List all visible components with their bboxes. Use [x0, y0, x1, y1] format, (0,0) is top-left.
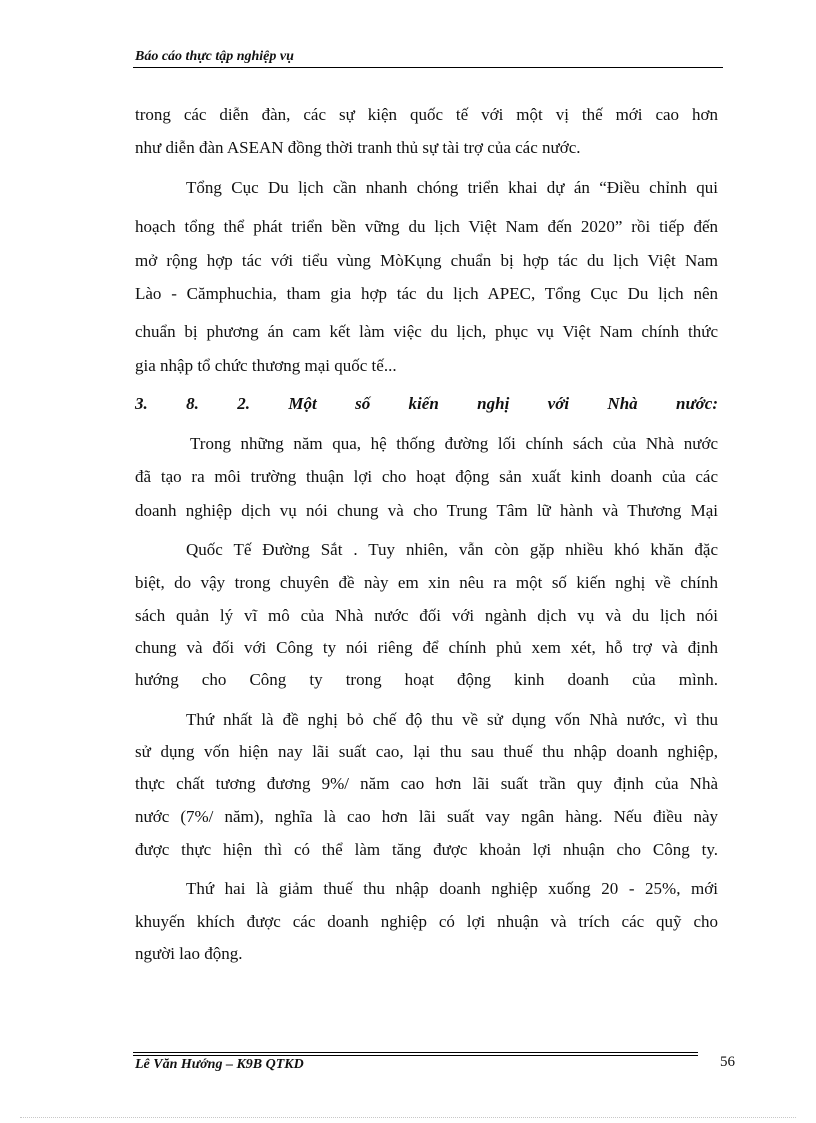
text-line: Tổng Cục Du lịch cần nhanh chóng triển khai dự án “Điều chỉnh qui: [186, 178, 718, 197]
text-line: khuyến khích được các doanh nghiệp có lợi nhuận và trích các quỹ cho: [135, 912, 718, 931]
page-number: 56: [720, 1054, 735, 1070]
text-line: mở rộng hợp tác với tiểu vùng MòKụng chuẩn bị hợp tác du lịch Việt Nam: [135, 251, 718, 270]
footer-rule-top: [133, 1052, 698, 1053]
running-header: Báo cáo thực tập nghiệp vụ: [135, 49, 294, 64]
text-line: sách quản lý vĩ mô của Nhà nước đối với ngành dịch vụ và du lịch nói: [135, 606, 718, 625]
text-line: hoạch tổng thể phát triển bền vững du lịch Việt Nam đến 2020” rồi tiếp đến: [135, 217, 718, 236]
header-rule: [133, 67, 723, 68]
text-line: Quốc Tế Đường Sắt . Tuy nhiên, vẫn còn gặp nhiều khó khăn đặc: [186, 540, 718, 559]
text-line: đã tạo ra môi trường thuận lợi cho hoạt động sản xuất kinh doanh của các: [135, 467, 718, 486]
text-line: chung và đối với Công ty nói riêng để chính phủ xem xét, hỗ trợ và định: [135, 638, 718, 657]
text-line: chuẩn bị phương án cam kết làm việc du lịch, phục vụ Việt Nam chính thức: [135, 322, 718, 341]
text-line: được thực hiện thì có thể làm tăng được khoản lợi nhuận cho Công ty.: [135, 840, 718, 859]
text-line: trong các diễn đàn, các sự kiện quốc tế với một vị thế mới cao hơn: [135, 105, 718, 124]
text-line: doanh nghiệp dịch vụ nói chung và cho Trung Tâm lữ hành và Thương Mại: [135, 501, 718, 520]
text-line: hướng cho Công ty trong hoạt động kinh doanh của mình.: [135, 670, 718, 689]
text-line: Thứ nhất là đề nghị bỏ chế độ thu về sử dụng vốn Nhà nước, vì thu: [186, 710, 718, 729]
text-line: Trong những năm qua, hệ thống đường lối chính sách của Nhà nước: [190, 434, 718, 453]
text-line: gia nhập tổ chức thương mại quốc tế...: [135, 356, 397, 375]
text-line: sử dụng vốn hiện nay lãi suất cao, lại thu sau thuế thu nhập doanh nghiệp,: [135, 742, 718, 761]
text-line: thực chất tương đương 9%/ năm cao hơn lãi suất trần quy định của Nhà: [135, 774, 718, 793]
footer-rule-bottom: [133, 1055, 698, 1056]
text-line: như diễn đàn ASEAN đồng thời tranh thủ sự tài trợ của các nước.: [135, 138, 581, 157]
page-bottom-border: [20, 1117, 796, 1118]
footer-author: Lê Văn Hướng – K9B QTKD: [135, 1057, 304, 1072]
text-line: biệt, do vậy trong chuyên đề này em xin nêu ra một số kiến nghị về chính: [135, 573, 718, 592]
text-line: Lào - Cămphuchia, tham gia hợp tác du lịch APEC, Tổng Cục Du lịch nên: [135, 284, 718, 303]
section-heading: 3. 8. 2. Một số kiến nghị với Nhà nước:: [135, 394, 718, 413]
text-line: Thứ hai là giảm thuế thu nhập doanh nghiệp xuống 20 - 25%, mới: [186, 879, 718, 898]
text-line: người lao động.: [135, 944, 243, 963]
text-line: nước (7%/ năm), nghĩa là cao hơn lãi suất vay ngân hàng. Nếu điều này: [135, 807, 718, 826]
